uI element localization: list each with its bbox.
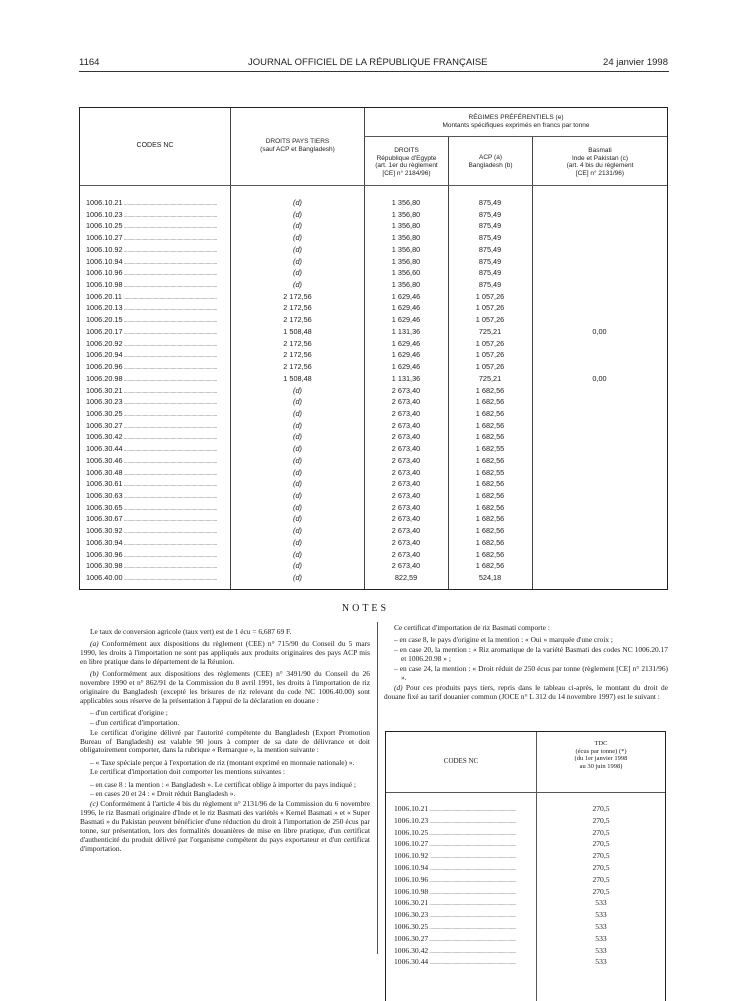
droits-pays-tiers-cell: 2 172,56 [283, 338, 312, 348]
egypte-cell: 1 356,80 [391, 256, 421, 266]
droits-pays-tiers-cell: 2 172,56 [283, 291, 312, 301]
droits-pays-tiers-cell: (d) [293, 385, 302, 395]
egypte-cell: 2 673,40 [391, 526, 421, 536]
note-list-item [384, 646, 668, 664]
table-row [386, 886, 665, 898]
tdc-value-cell: 270,5 [592, 815, 610, 825]
tdc-value-cell: 270,5 [592, 874, 610, 884]
table-row [80, 232, 667, 244]
code-cell: 1006.30.63 ..... [86, 490, 226, 504]
acp-cell: 875,49 [478, 280, 502, 290]
code-cell: 1006.30.44 ..... [86, 443, 226, 457]
note-paragraph [80, 768, 370, 777]
code-cell: 1006.20.98 ..... [86, 373, 226, 387]
table-row [80, 361, 667, 373]
code-cell: 1006.30.27 ..... [86, 420, 226, 434]
table-row [386, 862, 665, 874]
acp-cell: 875,49 [478, 198, 502, 207]
header-line: Bangladesh (b) [468, 161, 513, 169]
header-bottom-rule [80, 185, 667, 186]
note-paragraph [80, 640, 370, 667]
table-row [386, 815, 665, 827]
note-text: en case 20, la mention : « Riz aromatique de la variété Basmati des codes NC 1006.20.17 et 1006.20.98 » ; [399, 645, 668, 663]
egypte-cell: 1 629,46 [391, 303, 421, 313]
code-cell: 1006.10.23 ..... [86, 209, 226, 223]
header-regimes [365, 114, 667, 129]
header-basmati [533, 147, 667, 177]
acp-cell: 524,18 [478, 573, 502, 582]
header-line: Basmati [588, 147, 612, 154]
code-cell: 1006.30.25 ..... [86, 408, 226, 422]
code-cell: 1006.10.21 ..... [394, 803, 532, 817]
egypte-cell: 1 629,46 [391, 362, 421, 372]
note-text: Pour ces produits pays tiers, repris dans le tableau ci-après, le montant du droit de douane fixé au tarif douanier commun (JOCE n° L 312 du 14 novembre 1997) est le suivant : [384, 682, 668, 701]
code-cell: 1006.10.96 ..... [86, 267, 226, 281]
egypte-cell: 2 673,40 [391, 408, 421, 418]
code-cell: 1006.30.46 ..... [86, 455, 226, 469]
acp-cell: 1 682,56 [475, 526, 505, 536]
egypte-cell: 2 673,40 [391, 537, 421, 547]
acp-cell: 1 057,26 [475, 338, 505, 348]
note-text: Ce certificat d'importation de riz Basmati comporte : [394, 623, 550, 632]
acp-cell: 875,49 [478, 268, 502, 278]
header-acp [449, 154, 532, 169]
header-divider [364, 136, 667, 137]
code-cell: 1006.10.92 ..... [86, 244, 226, 258]
header-line: Inde et Pakistan (c) [572, 154, 628, 162]
tdc-value-cell: 270,5 [592, 804, 610, 813]
table-row [80, 256, 667, 268]
header-codes-nc: CODES NC [443, 757, 479, 765]
code-cell: 1006.30.67 ..... [86, 513, 226, 527]
table-row [80, 478, 667, 490]
acp-cell: 875,49 [478, 233, 502, 243]
table-body [80, 197, 667, 584]
droits-pays-tiers-cell: (d) [293, 397, 302, 407]
table-row [80, 326, 667, 338]
code-cell: 1006.30.23 ..... [394, 909, 532, 923]
code-cell: 1006.30.21 ..... [394, 897, 532, 911]
table-row [80, 431, 667, 443]
header-line: au 30 juin 1998) [579, 762, 623, 770]
code-cell: 1006.10.98 ..... [394, 886, 532, 900]
notes-heading: NOTES [341, 603, 390, 614]
droits-pays-tiers-cell: (d) [293, 268, 302, 278]
droits-pays-tiers-cell: 2 172,56 [283, 315, 312, 325]
header-droits-pays-tiers [231, 138, 364, 153]
tdc-value-cell: 270,5 [592, 886, 610, 896]
table-row [386, 956, 665, 968]
acp-cell: 1 057,26 [475, 315, 505, 325]
acp-cell: 875,49 [478, 256, 502, 266]
droits-pays-tiers-cell: 1 508,48 [283, 326, 312, 336]
column-separator [377, 622, 378, 954]
note-paragraph [80, 800, 370, 853]
acp-cell: 1 682,56 [475, 385, 505, 395]
note-text: « Taxe spéciale perçue à l'exportation de riz (montant exprimé en monnaie nationale) ». [95, 757, 355, 767]
tdc-value-cell: 533 [595, 921, 607, 931]
table-row [80, 314, 667, 326]
note-paragraph [384, 624, 668, 633]
droits-pays-tiers-cell: (d) [293, 514, 302, 524]
acp-cell: 1 057,26 [475, 350, 505, 360]
header-egypte [365, 147, 448, 177]
egypte-cell: 2 673,40 [391, 397, 421, 407]
table-row [80, 537, 667, 549]
droits-pays-tiers-cell: (d) [293, 549, 302, 559]
acp-cell: 1 682,56 [475, 397, 505, 407]
note-text: d'un certificat d'importation. [95, 717, 180, 727]
note-text: Le certificat d'origine délivré par l'autorité compétente du Bangladesh (Export Promotion Bureau of Bangladesh) est valable 90 jours à compter de sa date de délivrance et doit obligatoirement comporter, dans la rubrique « Remarque », la mention suivante : [80, 727, 370, 755]
header-line: [CE] n° 2131/96) [575, 169, 625, 177]
acp-cell: 1 682,56 [475, 561, 505, 571]
note-text: en case 8, le pays d'origine et la mention : « Oui » marquée d'une croix ; [399, 635, 613, 645]
code-cell: 1006.10.23 ..... [394, 815, 532, 829]
droits-pays-tiers-cell: (d) [293, 490, 302, 500]
table-row [80, 420, 667, 432]
note-label: (d) [394, 682, 403, 692]
tariff-table [79, 107, 668, 590]
acp-cell: 1 682,56 [475, 514, 505, 524]
egypte-cell: 2 673,40 [391, 385, 421, 395]
egypte-cell: 1 356,60 [391, 268, 421, 278]
droits-pays-tiers-cell: 2 172,56 [283, 362, 312, 372]
acp-cell: 725,21 [478, 326, 502, 336]
droits-pays-tiers-cell: (d) [293, 280, 302, 290]
droits-pays-tiers-cell: 1 508,48 [283, 373, 312, 383]
table-row [80, 443, 667, 455]
acp-cell: 1 682,55 [475, 467, 505, 477]
egypte-cell: 2 673,40 [391, 502, 421, 512]
note-label: (c) [90, 799, 99, 809]
table-row [386, 897, 665, 909]
code-cell: 1006.10.25 ..... [394, 827, 532, 841]
table-row [80, 525, 667, 537]
header-line: DROITS PAYS TIERS [265, 138, 330, 145]
note-list-item [80, 709, 370, 718]
tdc-value-cell: 533 [595, 898, 607, 908]
tdc-value-cell: 270,5 [592, 851, 610, 861]
acp-cell: 725,21 [478, 373, 502, 383]
table-row [80, 209, 667, 221]
header-line: (du 1er janvier 1998 [574, 755, 628, 762]
header-line: [CE] n° 2184/96) [382, 169, 431, 177]
egypte-cell: 2 673,40 [391, 455, 421, 465]
acp-cell: 1 682,56 [475, 537, 505, 547]
header-tdc [537, 740, 665, 770]
header-line: (écus par tonne) (*) [575, 747, 627, 755]
droits-pays-tiers-cell: (d) [293, 561, 302, 571]
egypte-cell: 1 356,80 [391, 198, 421, 207]
acp-cell: 1 682,56 [475, 420, 505, 430]
egypte-cell: 1 629,46 [391, 338, 421, 348]
egypte-cell: 1 629,46 [391, 315, 421, 325]
header-line: République d'Egypte [376, 154, 437, 162]
table-row [80, 467, 667, 479]
droits-pays-tiers-cell: (d) [293, 444, 302, 454]
acp-cell: 1 057,26 [475, 303, 505, 313]
droits-pays-tiers-cell: (d) [293, 408, 302, 418]
table-row [80, 349, 667, 361]
table-row [386, 874, 665, 886]
header-line: (art. 1er du règlement [375, 162, 438, 169]
code-cell: 1006.10.27 ..... [86, 232, 226, 246]
note-list-item [80, 790, 370, 799]
issue-date: 24 janvier 1998 [603, 57, 668, 68]
egypte-cell: 2 673,40 [391, 467, 421, 477]
droits-pays-tiers-cell: (d) [293, 526, 302, 536]
table-row [80, 302, 667, 314]
table-row [386, 850, 665, 862]
egypte-cell: 1 629,46 [391, 291, 421, 301]
acp-cell: 1 682,56 [475, 502, 505, 512]
code-cell: 1006.30.23 ..... [86, 396, 226, 410]
egypte-cell: 1 356,80 [391, 209, 421, 219]
code-cell: 1006.20.92 ..... [86, 338, 226, 352]
code-cell: 1006.20.11 ..... [86, 291, 226, 305]
note-label: (b) [90, 669, 99, 678]
note-paragraph [80, 729, 370, 756]
table-row [386, 909, 665, 921]
droits-pays-tiers-cell: (d) [293, 233, 302, 243]
note-text: en case 24, la mention : « Droit réduit de 250 écus par tonne (règlement [CE] n° 2131/96) ». [399, 663, 669, 682]
note-paragraph [80, 670, 370, 706]
note-text: Le taux de conversion agricole (taux vert) est de 1 écu = 6,687 69 F. [90, 627, 292, 636]
note-list-item [384, 665, 668, 683]
code-cell: 1006.30.44 ..... [394, 956, 532, 970]
code-cell: 1006.30.42 ..... [394, 945, 532, 959]
droits-pays-tiers-cell: (d) [293, 198, 302, 207]
header-line: (art. 4 bis du règlement [566, 162, 634, 169]
droits-pays-tiers-cell: (d) [293, 467, 302, 477]
droits-pays-tiers-cell: 2 172,56 [283, 303, 312, 313]
table-row [80, 490, 667, 502]
journal-title: JOURNAL OFFICIEL DE LA RÉPUBLIQUE FRANÇAISE [248, 57, 488, 68]
egypte-cell: 2 673,40 [391, 432, 421, 442]
table-row [80, 408, 667, 420]
egypte-cell: 2 673,40 [391, 549, 421, 559]
code-cell: 1006.10.94 ..... [86, 256, 226, 270]
code-cell: 1006.30.42 ..... [86, 431, 226, 445]
acp-cell: 1 682,56 [475, 549, 505, 559]
table-row [80, 560, 667, 572]
acp-cell: 1 682,56 [475, 408, 505, 418]
code-cell: 1006.30.48 ..... [86, 467, 226, 481]
basmati-cell: 0,00 [592, 326, 607, 336]
header-line: (sauf ACP et Bangladesh) [260, 145, 335, 153]
tdc-value-cell: 533 [595, 933, 607, 943]
egypte-cell: 2 673,40 [391, 561, 421, 571]
note-paragraph [80, 628, 370, 637]
table-row [80, 197, 667, 209]
table-row [80, 385, 667, 397]
table-row [80, 267, 667, 279]
header-rule [79, 71, 669, 72]
notes-right-column [384, 624, 668, 705]
table-row [80, 373, 667, 385]
code-cell: 1006.30.61 ..... [86, 478, 226, 492]
code-cell: 1006.40.00 ..... [86, 572, 226, 586]
acp-cell: 1 057,26 [475, 362, 505, 372]
tdc-value-cell: 533 [595, 910, 607, 920]
table-row [80, 244, 667, 256]
note-text: en case 8 : la mention : « Bangladesh ». Le certificat oblige à importer du pays indiqué ; [95, 779, 356, 789]
table-row [80, 396, 667, 408]
acp-cell: 1 682,55 [475, 444, 505, 454]
droits-pays-tiers-cell: (d) [293, 502, 302, 512]
egypte-cell: 2 673,40 [391, 490, 421, 500]
egypte-cell: 1 356,80 [391, 244, 421, 254]
tdc-table [385, 731, 666, 1001]
droits-pays-tiers-cell: (d) [293, 209, 302, 219]
droits-pays-tiers-cell: (d) [293, 537, 302, 547]
code-cell: 1006.10.94 ..... [394, 862, 532, 876]
table-row [80, 220, 667, 232]
code-cell: 1006.20.13 ..... [86, 302, 226, 316]
acp-cell: 1 057,26 [475, 291, 505, 301]
code-cell: 1006.10.98 ..... [86, 279, 226, 293]
code-cell: 1006.30.96 ..... [86, 549, 226, 563]
code-cell: 1006.10.21 ..... [86, 197, 226, 211]
code-cell: 1006.30.65 ..... [86, 502, 226, 516]
droits-pays-tiers-cell: (d) [293, 573, 302, 582]
note-list-item [80, 759, 370, 768]
egypte-cell: 2 673,40 [391, 420, 421, 430]
table-row [386, 921, 665, 933]
code-cell: 1006.20.94 ..... [86, 349, 226, 363]
page-number: 1164 [79, 57, 100, 68]
droits-pays-tiers-cell: (d) [293, 244, 302, 254]
table-row [80, 338, 667, 350]
acp-cell: 1 682,56 [475, 432, 505, 442]
egypte-cell: 822,59 [394, 573, 418, 582]
egypte-cell: 1 629,46 [391, 350, 421, 360]
header-line: ACP (a) [479, 154, 502, 161]
egypte-cell: 1 356,80 [391, 280, 421, 290]
table-row [386, 838, 665, 850]
droits-pays-tiers-cell: (d) [293, 455, 302, 465]
header-line: Montants spécifiques exprimés en francs par tonne [442, 121, 590, 129]
code-cell: 1006.30.92 ..... [86, 525, 226, 539]
egypte-cell: 1 131,36 [391, 326, 421, 336]
header-line: RÉGIMES PRÉFÉRENTIELS (e) [468, 114, 564, 121]
egypte-cell: 1 356,80 [391, 233, 421, 243]
basmati-cell: 0,00 [592, 373, 607, 383]
table-row [80, 455, 667, 467]
tdc-value-cell: 270,5 [592, 862, 610, 872]
code-cell: 1006.30.94 ..... [86, 537, 226, 551]
table-row [80, 572, 667, 584]
header-line: TDC [594, 740, 608, 747]
note-list-item [80, 719, 370, 728]
tdc-value-cell: 270,5 [592, 827, 610, 837]
egypte-cell: 2 673,40 [391, 479, 421, 489]
tdc-value-cell: 533 [595, 945, 607, 955]
code-cell: 1006.10.27 ..... [394, 838, 532, 852]
droits-pays-tiers-cell: (d) [293, 432, 302, 442]
droits-pays-tiers-cell: 2 172,56 [283, 350, 312, 360]
notes-left-column [80, 628, 370, 857]
note-list-item [80, 781, 370, 790]
droits-pays-tiers-cell: (d) [293, 420, 302, 430]
acp-cell: 875,49 [478, 209, 502, 219]
table-row [386, 827, 665, 839]
droits-pays-tiers-cell: (d) [293, 479, 302, 489]
egypte-cell: 1 131,36 [391, 373, 421, 383]
droits-pays-tiers-cell: (d) [293, 221, 302, 231]
code-cell: 1006.30.25 ..... [394, 921, 532, 935]
note-text: Conformément aux dispositions du règlement (CEE) n° 715/90 du Conseil du 5 mars 1990, les droits à l'importation ne sont pas appliqués aux produits originaires des pays ACP mis en libre pratique dans le département de la Réunion. [80, 639, 370, 666]
table-row [80, 513, 667, 525]
egypte-cell: 2 673,40 [391, 514, 421, 524]
header-bottom-rule [386, 792, 665, 793]
table-row [80, 549, 667, 561]
code-cell: 1006.30.98 ..... [86, 560, 226, 574]
tdc-value-cell: 270,5 [592, 839, 610, 849]
code-cell: 1006.20.17 ..... [86, 326, 226, 340]
table-body [386, 803, 665, 968]
header-line: DROITS [394, 147, 419, 154]
note-text: en cases 20 et 24 : « Droit réduit Bangladesh ». [95, 789, 236, 799]
code-cell: 1006.20.96 ..... [86, 361, 226, 375]
note-text: Conformément aux dispositions des règlements (CEE) n° 3491/90 du Conseil du 26 novembre 1990 et n° 862/91 de la Commission du 8 avril 1991, les droits à l'importation de riz originaire du Bangladesh (excepté les brisures de riz relevant du code NC 1006.40.00) sont applicables sous réserve de la présentation à l'appui de la déclaration en douane : [80, 669, 370, 705]
code-cell: 1006.10.92 ..... [394, 850, 532, 864]
code-cell: 1006.20.15 ..... [86, 314, 226, 328]
acp-cell: 1 682,56 [475, 479, 505, 489]
table-row [80, 291, 667, 303]
note-list-item [384, 636, 668, 645]
header-codes-nc: CODES NC [136, 142, 174, 149]
table-row [80, 502, 667, 514]
note-paragraph [384, 684, 668, 702]
table-row [386, 945, 665, 957]
droits-pays-tiers-cell: (d) [293, 256, 302, 266]
code-cell: 1006.10.25 ..... [86, 220, 226, 234]
acp-cell: 875,49 [478, 221, 502, 231]
acp-cell: 1 682,56 [475, 455, 505, 465]
egypte-cell: 1 356,80 [391, 221, 421, 231]
acp-cell: 1 682,56 [475, 490, 505, 500]
table-row [80, 279, 667, 291]
tdc-value-cell: 533 [595, 957, 607, 967]
note-text: d'un certificat d'origine ; [95, 707, 168, 717]
acp-cell: 875,49 [478, 244, 502, 254]
egypte-cell: 2 673,40 [391, 444, 421, 454]
table-row [386, 933, 665, 945]
note-text: Conformément à l'article 4 bis du règlement n° 2131/96 de la Commission du 6 novembre 1996, le riz Basmati originaire d'Inde et le riz Basmati des variétés « Kernel Basmati » et « Super Basmati » du Pakistan peuvent bénéficier d'une réduction du droit à l'importation de 250 écus par tonne, sur présentation, lors des formalités douanières de mise en libre pratique, d'un certificat d'authenticité du produit délivré par l'organisme compétent du pays exportateur et d'un certificat d'importation. [80, 799, 370, 853]
note-text: Le certificat d'importation doit comporter les mentions suivantes : [90, 767, 286, 777]
code-cell: 1006.30.27 ..... [394, 933, 532, 947]
code-cell: 1006.30.21 ..... [86, 385, 226, 399]
note-label: (a) [90, 639, 99, 649]
table-row [386, 803, 665, 815]
code-cell: 1006.10.96 ..... [394, 874, 532, 888]
